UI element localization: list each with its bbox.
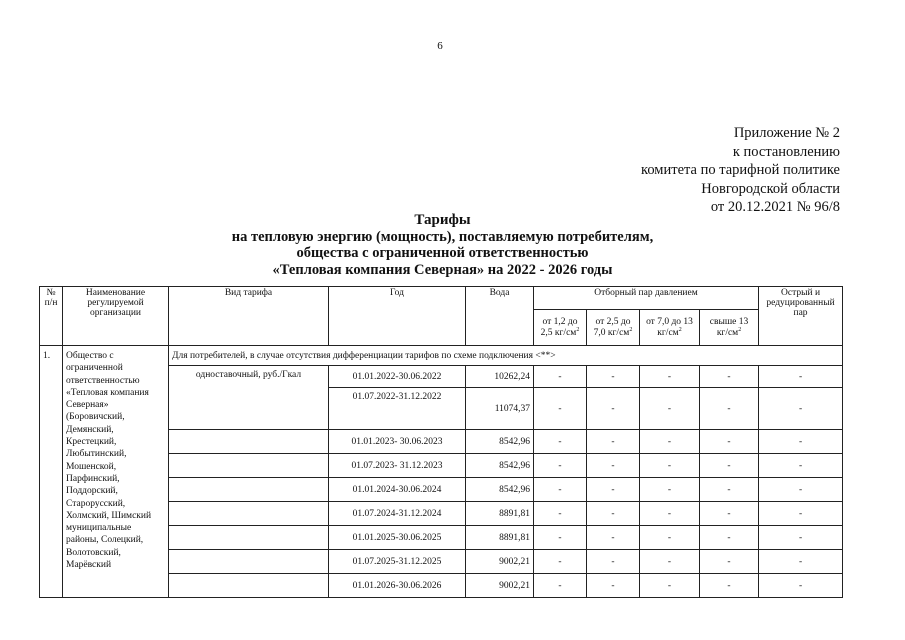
dash-cell: -	[759, 478, 843, 502]
empty-tariff-cell	[169, 454, 329, 478]
title-line: Тарифы	[414, 212, 471, 228]
period-cell: 01.07.2022-31.12.2022	[329, 388, 466, 430]
dash-cell: -	[759, 388, 843, 430]
dash-cell: -	[759, 430, 843, 454]
dash-cell: -	[587, 366, 640, 388]
appendix-line: к постановлению	[732, 143, 840, 160]
dash-cell: -	[534, 366, 587, 388]
dash-cell: -	[640, 478, 700, 502]
period-cell: 01.07.2023- 31.12.2023	[329, 454, 466, 478]
appendix-line: Приложение № 2	[733, 125, 840, 141]
dash-cell: -	[700, 550, 759, 574]
period-cell: 01.01.2023- 30.06.2023	[329, 430, 466, 454]
title-line: на тепловую энергию (мощность), поставляемую потребителям,	[231, 228, 654, 245]
dash-cell: -	[700, 478, 759, 502]
dash-cell: -	[700, 366, 759, 388]
dash-cell: -	[534, 430, 587, 454]
dash-cell: -	[640, 550, 700, 574]
appendix-block	[641, 124, 840, 217]
water-value: 8542,96	[466, 478, 534, 502]
period-cell: 01.07.2025-31.12.2025	[329, 550, 466, 574]
water-value: 8542,96	[466, 454, 534, 478]
appendix-line: Новгородской области	[701, 180, 840, 197]
dash-cell: -	[700, 430, 759, 454]
period-cell: 01.07.2024-31.12.2024	[329, 502, 466, 526]
appendix-line: от 20.12.2021 № 96/8	[710, 199, 840, 215]
empty-tariff-cell	[169, 478, 329, 502]
dash-cell: -	[700, 526, 759, 550]
dash-cell: -	[700, 388, 759, 430]
dash-cell: -	[640, 430, 700, 454]
header-water: Вода	[466, 287, 534, 346]
water-value: 9002,21	[466, 574, 534, 598]
header-num: № п/н	[40, 287, 63, 346]
water-value: 9002,21	[466, 550, 534, 574]
dash-cell: -	[700, 454, 759, 478]
header-pressure-3: от 7,0 до 13 $кг/см^2$	[640, 310, 700, 346]
dash-cell: -	[587, 526, 640, 550]
dash-cell: -	[759, 366, 843, 388]
empty-tariff-cell	[169, 430, 329, 454]
dash-cell: -	[640, 502, 700, 526]
water-value: 8891,81	[466, 526, 534, 550]
dash-cell: -	[640, 388, 700, 430]
title-line: общества с ограниченной ответственностью	[296, 245, 589, 261]
dash-cell: -	[534, 388, 587, 430]
header-year: Год	[329, 287, 466, 346]
dash-cell: -	[534, 502, 587, 526]
dash-cell: -	[587, 430, 640, 454]
dash-cell: -	[587, 502, 640, 526]
consumer-note: Для потребителей, в случае отсутствия дифференциации тарифов по схеме подключения <**>	[169, 346, 843, 366]
period-cell: 01.01.2024-30.06.2024	[329, 478, 466, 502]
period-cell: 01.01.2026-30.06.2026	[329, 574, 466, 598]
dash-cell: -	[534, 454, 587, 478]
page-number: 6	[437, 40, 443, 52]
dash-cell: -	[587, 550, 640, 574]
document-title	[140, 212, 745, 278]
dash-cell: -	[640, 574, 700, 598]
header-org: Наименование регулируемой организации	[63, 287, 169, 346]
header-tariff-type: Вид тарифа	[169, 287, 329, 346]
dash-cell: -	[759, 574, 843, 598]
tariffs-table	[39, 286, 843, 598]
title-line: «Тепловая компания Северная» на 2022 - 2026 годы	[272, 261, 613, 278]
dash-cell: -	[759, 454, 843, 478]
dash-cell: -	[534, 550, 587, 574]
dash-cell: -	[700, 502, 759, 526]
dash-cell: -	[534, 574, 587, 598]
dash-cell: -	[587, 388, 640, 430]
header-sharp-steam: Острый и редуцированный пар	[759, 287, 843, 346]
dash-cell: -	[700, 574, 759, 598]
dash-cell: -	[534, 478, 587, 502]
tariff-type: одноставочный, руб./Гкал	[169, 366, 329, 430]
dash-cell: -	[640, 454, 700, 478]
dash-cell: -	[587, 454, 640, 478]
row-number: 1.	[40, 346, 63, 598]
dash-cell: -	[759, 526, 843, 550]
appendix-line: комитета по тарифной политике	[641, 162, 840, 178]
header-pressure-4: свыше 13 $кг/см^2$	[700, 310, 759, 346]
dash-cell: -	[534, 526, 587, 550]
period-cell: 01.01.2025-30.06.2025	[329, 526, 466, 550]
header-steam: Отборный пар давлением	[534, 287, 759, 310]
water-value: 8891,81	[466, 502, 534, 526]
dash-cell: -	[640, 366, 700, 388]
dash-cell: -	[640, 526, 700, 550]
dash-cell: -	[759, 502, 843, 526]
water-value: 11074,37	[466, 388, 534, 430]
empty-tariff-cell	[169, 502, 329, 526]
dash-cell: -	[587, 574, 640, 598]
organization-name: Общество с ограниченной ответственностью «Тепловая компания Северная» (Боровичский, Демянский, Крестецкий, Любытинский, Мошенской, Парфинский, Поддорский, Старорусский, Холмский, Шимский муниципальные районы, Солецкий, Волотовский, Марёвский	[63, 346, 169, 598]
dash-cell: -	[759, 550, 843, 574]
period-cell: 01.01.2022-30.06.2022	[329, 366, 466, 388]
empty-tariff-cell	[169, 574, 329, 598]
empty-tariff-cell	[169, 526, 329, 550]
empty-tariff-cell	[169, 550, 329, 574]
dash-cell: -	[587, 478, 640, 502]
header-pressure-2: от 2,5 до 7,0 $кг/см^2$	[587, 310, 640, 346]
water-value: 8542,96	[466, 430, 534, 454]
header-pressure-1: от 1,2 до 2,5 $кг/см^2$	[534, 310, 587, 346]
water-value: 10262,24	[466, 366, 534, 388]
